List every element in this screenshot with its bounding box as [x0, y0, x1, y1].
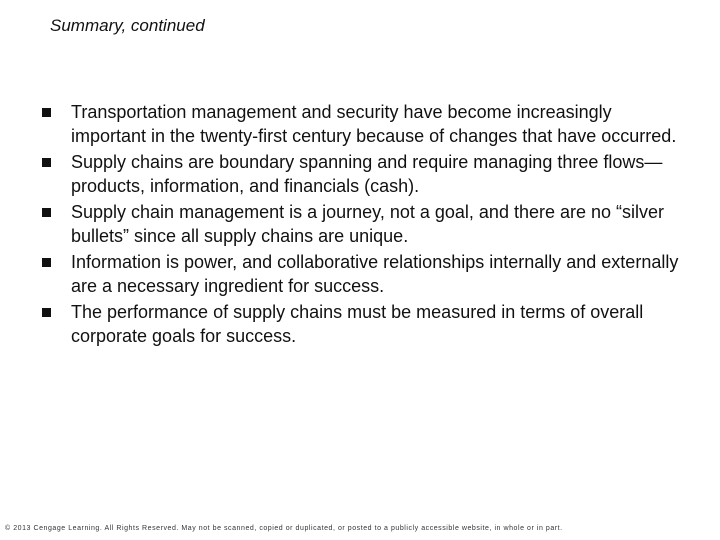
bullet-text: Supply chains are boundary spanning and require managing three flows—products, information, and financials (cash).: [71, 152, 663, 196]
bullet-item: [40, 200, 690, 248]
bullet-text: Transportation management and security have become increasingly important in the twenty-first century because of changes that have occurred.: [71, 102, 677, 146]
bullet-text: Supply chain management is a journey, not a goal, and there are no “silver bullets” since all supply chains are unique.: [71, 202, 665, 246]
slide-title: Summary, continued: [50, 16, 205, 35]
square-bullet-icon: [42, 208, 51, 217]
bullet-item: [40, 250, 690, 298]
bullet-list: [40, 100, 690, 350]
bullet-text: Information is power, and collaborative relationships internally and externally are a necessary ingredient for success.: [71, 252, 679, 296]
copyright-footer: © 2013 Cengage Learning. All Rights Reserved. May not be scanned, copied or duplicated, or posted to a publicly accessible website, in whole or in part.: [5, 525, 563, 532]
square-bullet-icon: [42, 158, 51, 167]
bullet-item: [40, 150, 690, 198]
square-bullet-icon: [42, 258, 51, 267]
square-bullet-icon: [42, 308, 51, 317]
bullet-item: [40, 100, 690, 148]
bullet-item: [40, 300, 690, 348]
bullet-text: The performance of supply chains must be measured in terms of overall corporate goals for success.: [71, 302, 644, 346]
square-bullet-icon: [42, 108, 51, 117]
